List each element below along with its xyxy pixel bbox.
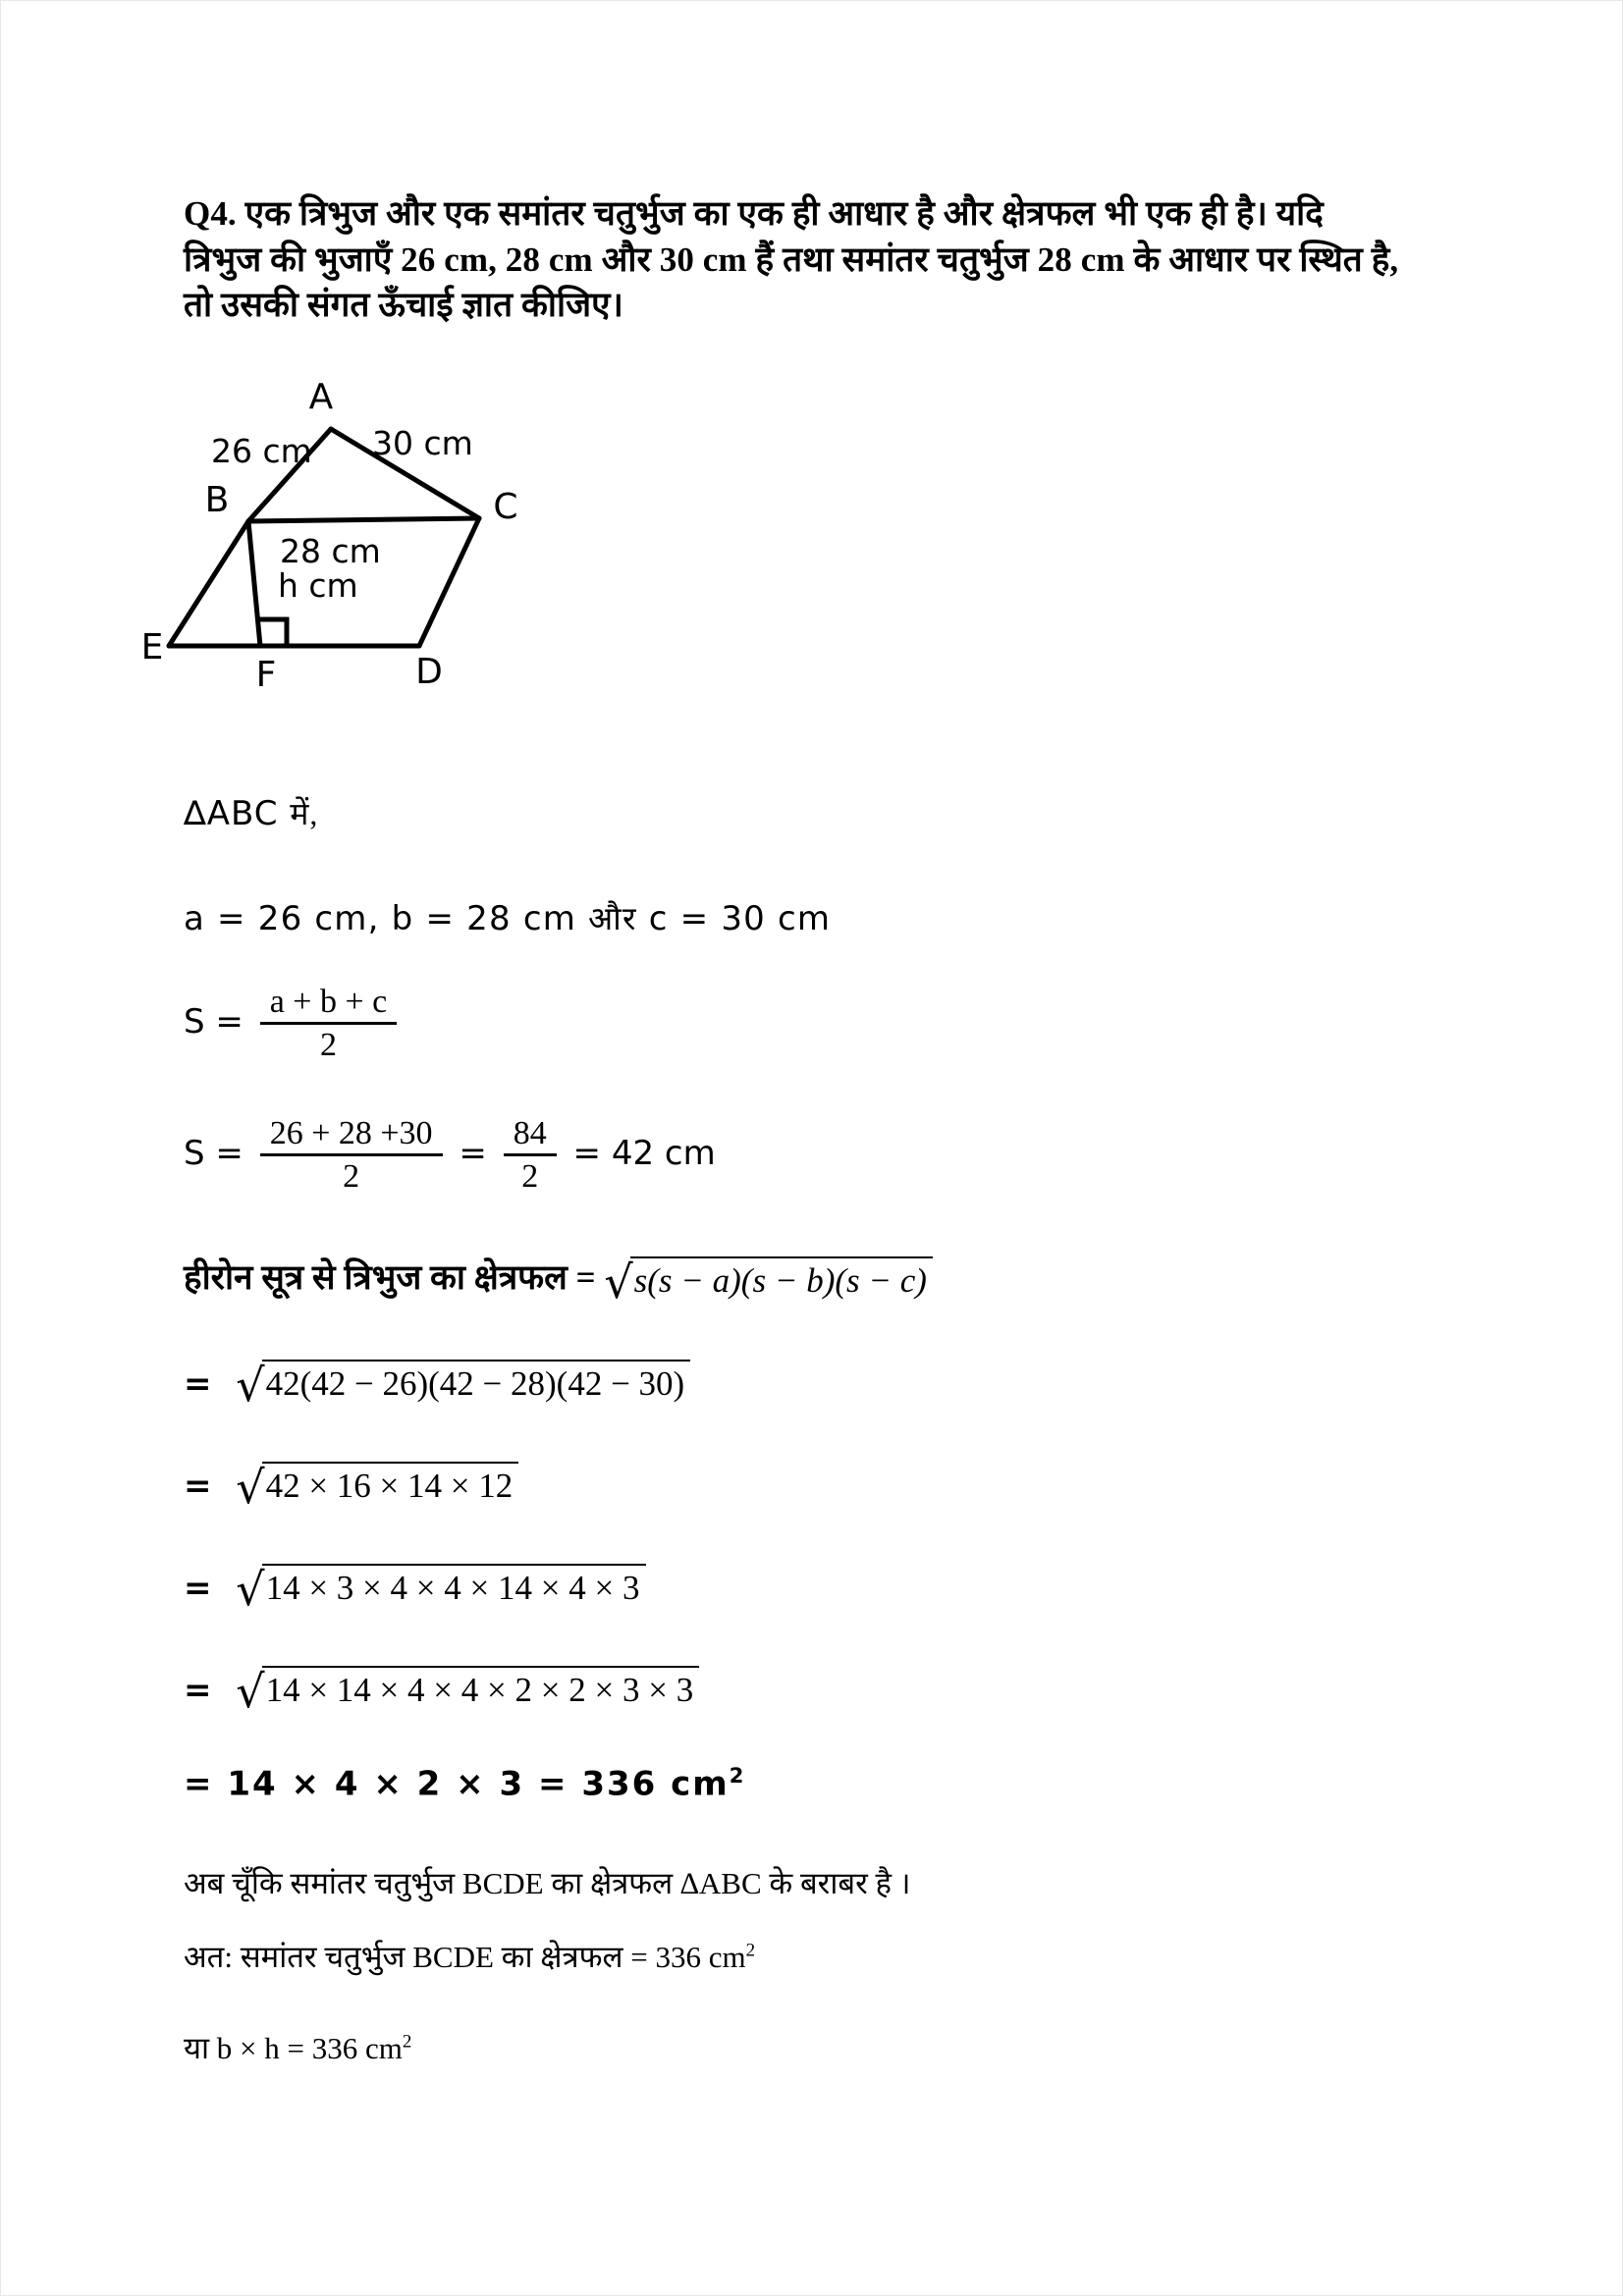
step-3-radicand: 14 × 3 × 4 × 4 × 14 × 4 × 3 bbox=[262, 1564, 646, 1608]
s-value-lhs: S = bbox=[184, 1134, 243, 1174]
question-block bbox=[184, 191, 1485, 329]
question-line-2: त्रिभुज की भुजाऍं 26 cm, 28 cm और 30 cm हैं तथा समांतर चतुर्भुज 28 cm के आधार पर स्थित है, bbox=[184, 240, 1399, 279]
vertex-label-A: A bbox=[308, 377, 334, 417]
in-word: में, bbox=[290, 796, 319, 831]
line-step-3 bbox=[184, 1563, 646, 1616]
step-2-equals: = bbox=[184, 1466, 212, 1506]
heron-label: हीरोन सूत्र से त्रिभुज का क्षेत्रफल = bbox=[184, 1258, 596, 1297]
line-s-formula bbox=[184, 985, 403, 1062]
line-step-1 bbox=[184, 1359, 690, 1412]
vertex-label-C: C bbox=[493, 487, 518, 527]
heron-radicand: s(s − a)(s − b)(s − c) bbox=[630, 1256, 933, 1301]
step-1-equals: = bbox=[184, 1363, 212, 1404]
question-line-1: Q4. एक त्रिभुज और एक समांतर चतुर्भुज का एक ही आधार है और क्षेत्रफल भी एक ही है। यदि bbox=[184, 194, 1324, 233]
edge-BC bbox=[248, 518, 479, 521]
vertex-label-D: D bbox=[415, 652, 443, 692]
edge-BF-height bbox=[248, 521, 260, 646]
line-final-area bbox=[184, 1764, 745, 1803]
question-line-3: तो उसकी संगत ऊँचाई ज्ञात कीजिए। bbox=[184, 286, 623, 325]
conclusion-line-3-text: या b × h = 336 cm bbox=[184, 2031, 403, 2065]
radical-sign-icon: √ bbox=[604, 1255, 633, 1309]
s-value-fraction-2 bbox=[504, 1116, 557, 1194]
step-4-radicand: 14 × 14 × 4 × 4 × 2 × 2 × 3 × 3 bbox=[262, 1666, 700, 1710]
final-value: 336 bbox=[581, 1764, 658, 1804]
triangle-symbol-abc: ∆ABC bbox=[184, 794, 279, 833]
final-unit: cm bbox=[671, 1764, 730, 1804]
measure-label-bc: 28 cm bbox=[280, 532, 381, 570]
s-value-denominator-2: 2 bbox=[504, 1153, 557, 1195]
right-angle-marker bbox=[259, 619, 287, 646]
measure-label-ab: 26 cm bbox=[211, 432, 312, 470]
s-value-equals-1: = bbox=[459, 1134, 487, 1174]
step-4-radical bbox=[236, 1665, 699, 1718]
step-3-radical bbox=[236, 1563, 645, 1616]
step-1-radicand: 42(42 − 26)(42 − 28)(42 − 30) bbox=[262, 1360, 691, 1404]
edge-DC bbox=[419, 518, 479, 646]
s-value-numerator-2: 84 bbox=[513, 1115, 547, 1151]
measure-label-ac: 30 cm bbox=[372, 424, 473, 462]
conclusion-line-2-exponent: 2 bbox=[745, 1940, 756, 1961]
radical-sign-icon: √ bbox=[236, 1563, 265, 1616]
step-2-radical bbox=[236, 1461, 518, 1514]
vertex-label-B: B bbox=[204, 480, 230, 520]
conclusion-line-3-exponent: 2 bbox=[402, 2031, 412, 2053]
final-equals-2: = bbox=[537, 1764, 568, 1804]
value-b: b = 28 cm bbox=[391, 899, 577, 938]
radical-sign-icon: √ bbox=[236, 1461, 265, 1514]
right-angle-square bbox=[259, 619, 287, 646]
final-product: 14 × 4 × 2 × 3 bbox=[227, 1764, 525, 1804]
value-a: a = 26 cm, bbox=[184, 899, 380, 938]
line-heron-formula bbox=[184, 1254, 933, 1309]
s-value-equals-2: = bbox=[572, 1134, 601, 1174]
line-side-values bbox=[184, 895, 831, 939]
radical-sign-icon: √ bbox=[236, 1665, 265, 1718]
line-in-triangle bbox=[184, 792, 318, 834]
diagram-svg bbox=[140, 335, 792, 767]
conclusion-line-2-text: अत: समांतर चतुर्भुज BCDE का क्षेत्रफल = 336 cm bbox=[184, 1940, 746, 1974]
s-formula-lhs: S = bbox=[184, 1002, 243, 1042]
step-2-radicand: 42 × 16 × 14 × 12 bbox=[262, 1462, 519, 1506]
s-formula-denominator: 2 bbox=[260, 1022, 398, 1063]
final-unit-exponent: 2 bbox=[729, 1764, 746, 1788]
s-formula-fraction bbox=[260, 985, 398, 1062]
s-value-fraction-1 bbox=[260, 1116, 443, 1194]
conclusion-line-2 bbox=[184, 1936, 755, 1977]
edge-BE bbox=[169, 521, 248, 646]
s-value-denominator-1: 2 bbox=[260, 1153, 443, 1195]
vertex-label-E: E bbox=[140, 627, 164, 667]
radical-sign-icon: √ bbox=[236, 1359, 265, 1412]
conclusion-line-3 bbox=[184, 2027, 411, 2068]
conclusion-line-1: अब चूँकि समांतर चतुर्भुज BCDE का क्षेत्रफल ∆ABC के बराबर है । bbox=[184, 1866, 911, 1900]
vertex-label-F: F bbox=[255, 655, 277, 695]
line-s-value bbox=[184, 1116, 716, 1194]
s-value-numerator-1: 26 + 28 +30 bbox=[269, 1115, 433, 1151]
step-3-equals: = bbox=[184, 1568, 212, 1608]
line-step-4 bbox=[184, 1665, 699, 1718]
geometry-diagram bbox=[140, 335, 792, 767]
line-step-2 bbox=[184, 1461, 518, 1514]
value-c: c = 30 cm bbox=[648, 899, 832, 938]
conjunction-and: और bbox=[588, 902, 637, 937]
step-1-radical bbox=[236, 1359, 690, 1412]
s-value-result: 42 cm bbox=[611, 1134, 716, 1174]
s-formula-numerator: a + b + c bbox=[269, 984, 388, 1020]
final-equals-1: = bbox=[184, 1764, 214, 1804]
step-4-equals: = bbox=[184, 1670, 212, 1710]
heron-radical bbox=[604, 1255, 933, 1309]
measure-label-height: h cm bbox=[278, 566, 358, 605]
